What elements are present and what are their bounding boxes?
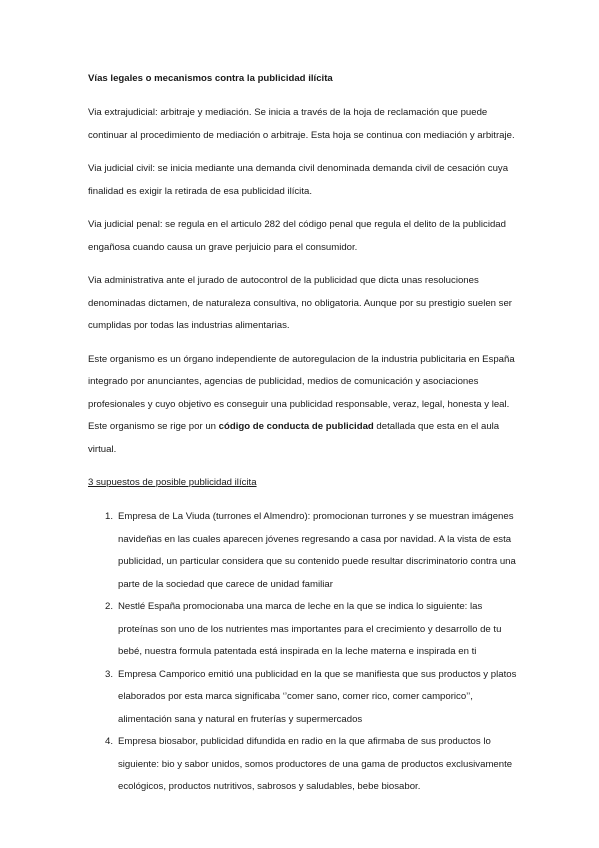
paragraph-organismo: [88, 349, 520, 462]
paragraph-organismo-end: detallada que esta en el aula virtual.: [88, 421, 500, 455]
numbered-list: [88, 506, 520, 799]
list-item: [88, 664, 520, 732]
paragraph-judicial-civil: Via judicial civil: se inicia mediante una demanda civil denominada demanda civil de cesación cuya finalidad es exigir la retirada de esa publicidad ilícita.: [88, 163, 509, 197]
list-item: [88, 596, 520, 664]
section-heading: 3 supuestos de posible publicidad ilícita: [88, 477, 257, 488]
list-item-text: Empresa de La Viuda (turrones el Almendro): promocionan turrones y se muestran imágenes navideñas en las cuales aparecen jóvenes regresando a casa por navidad. A la vista de esta publicidad, un particular considera que su contenido puede resultar discriminatorio contra una parte de la sociedad que carece de unidad familiar: [118, 511, 516, 590]
paragraph-organismo-text: Este organismo es un órgano independiente de autoregulacion de la industria publicitaria en España integrado por anunciantes, agencias de publicidad, medios de comunicación y asociaciones profesionales y cuyo objetivo es conseguir una publicidad responsable, veraz, legal, honesta y leal. Este organismo se rige por un: [88, 353, 515, 432]
list-item-number: 1.: [105, 511, 114, 522]
list-item-text: Nestlé España promocionaba una marca de leche en la que se indica lo siguiente: las proteínas son uno de los nutrientes mas importantes para el crecimiento y desarrollo de tu bebé, nuestra formula patentada está inspirada en la leche materna e inspirada en ti: [118, 601, 502, 657]
paragraph-extrajudicial: Via extrajudicial: arbitraje y mediación. Se inicia a través de la hoja de reclamación que puede continuar al procedimiento de mediación o arbitraje. Esta hoja se continua con mediación y arbitraje.: [88, 107, 515, 141]
list-item: [88, 731, 520, 799]
list-item-text: Empresa Camporico emitió una publicidad en la que se manifiesta que sus productos y platos elaborados por esta marca significaba ‘’comer sano, comer rico, comer camporico’’, alimentación sana y natural en fruterías y supermercados: [118, 668, 517, 725]
document-body: [88, 63, 520, 799]
list-item-text: Empresa biosabor, publicidad difundida en radio en la que afirmaba de sus productos lo siguiente: bio y sabor unidos, somos productores de una gama de productos exclusivamente ecológicos, productos nutritivos, sabrosos y saludables, bebe biosabor.: [118, 736, 513, 792]
list-item-number: 4.: [105, 736, 114, 747]
document-title: Vías legales o mecanismos contra la publicidad ilícita: [88, 73, 333, 84]
paragraph-organismo-bold: código de conducta de publicidad: [218, 421, 374, 432]
paragraph-judicial-penal: Via judicial penal: se regula en el articulo 282 del código penal que regula el delito de la publicidad engañosa cuando causa un grave perjuicio para el consumidor.: [88, 219, 506, 253]
paragraph-administrativa: Via administrativa ante el jurado de autocontrol de la publicidad que dicta unas resoluciones denominadas dictamen, de naturaleza consultiva, no obligatoria. Aunque por su prestigio suelen ser cumplidas por todas las industrias alimentarias.: [88, 275, 512, 331]
list-item: [88, 506, 520, 596]
list-item-number: 3.: [105, 668, 114, 680]
list-item-number: 2.: [105, 601, 114, 612]
